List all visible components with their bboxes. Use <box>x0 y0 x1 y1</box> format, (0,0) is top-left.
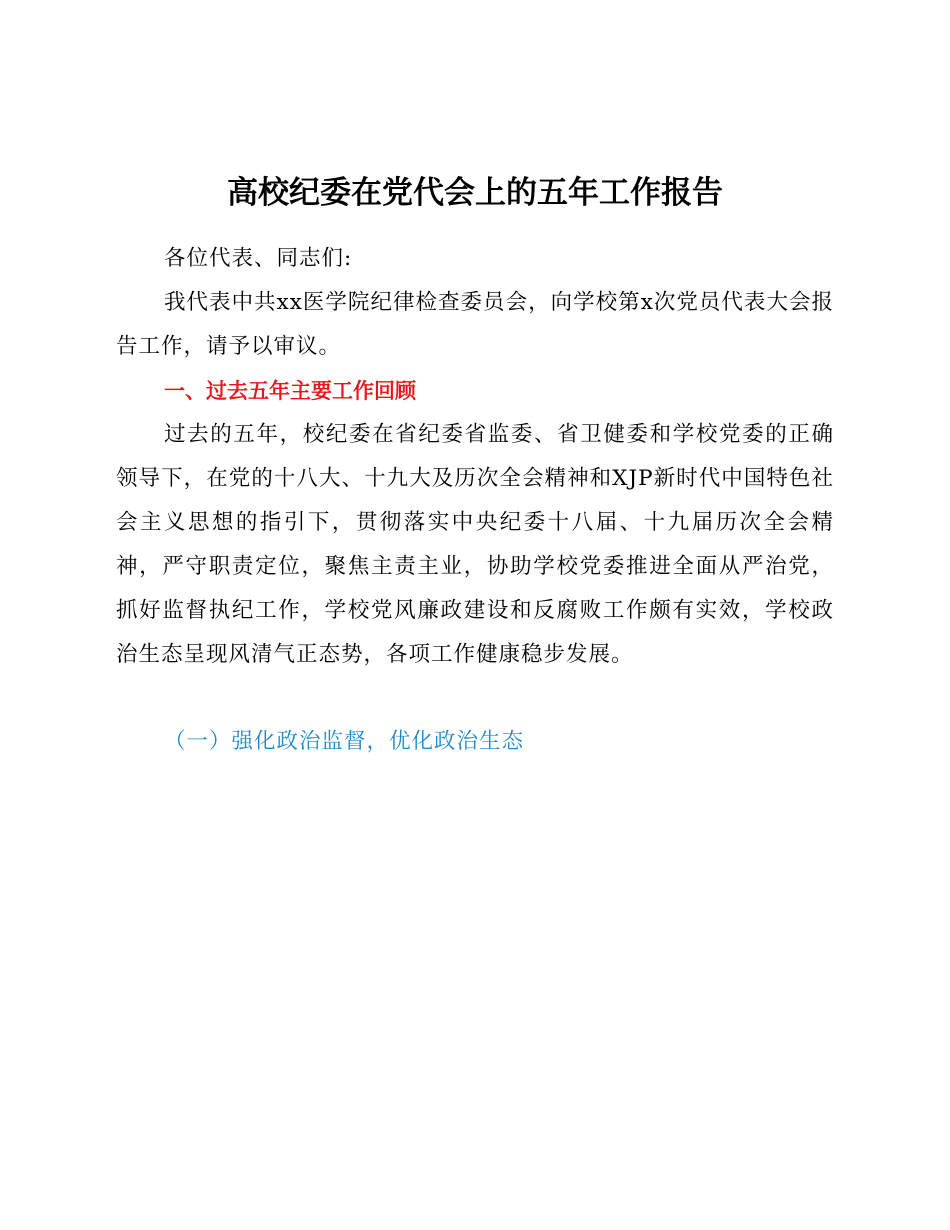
section-paragraph: 过去的五年，校纪委在省纪委省监委、省卫健委和学校党委的正确领导下，在党的十八大、十九大及历次全会精神和XJP新时代中国特色社会主义思想的指引下，贯彻落实中央纪委十八届、十九届历次全会精神，严守职责定位，聚焦主责主业，协助学校党委推进全面从严治党，抓好监督执纪工作，学校党风廉政建设和反腐败工作颇有实效，学校政治生态呈现风清气正态势，各项工作健康稳步发展。 <box>116 422 834 667</box>
subsection-heading: （一）强化政治监督，优化政治生态 <box>164 729 525 754</box>
intro-paragraph: 我代表中共xx医学院纪律检查委员会，向学校第x次党员代表大会报告工作，请予以审议。 <box>116 290 834 359</box>
section-heading: 一、过去五年主要工作回顾 <box>164 379 416 403</box>
salutation: 各位代表、同志们: <box>164 246 353 271</box>
document-title: 高校纪委在党代会上的五年工作报告 <box>227 175 723 211</box>
